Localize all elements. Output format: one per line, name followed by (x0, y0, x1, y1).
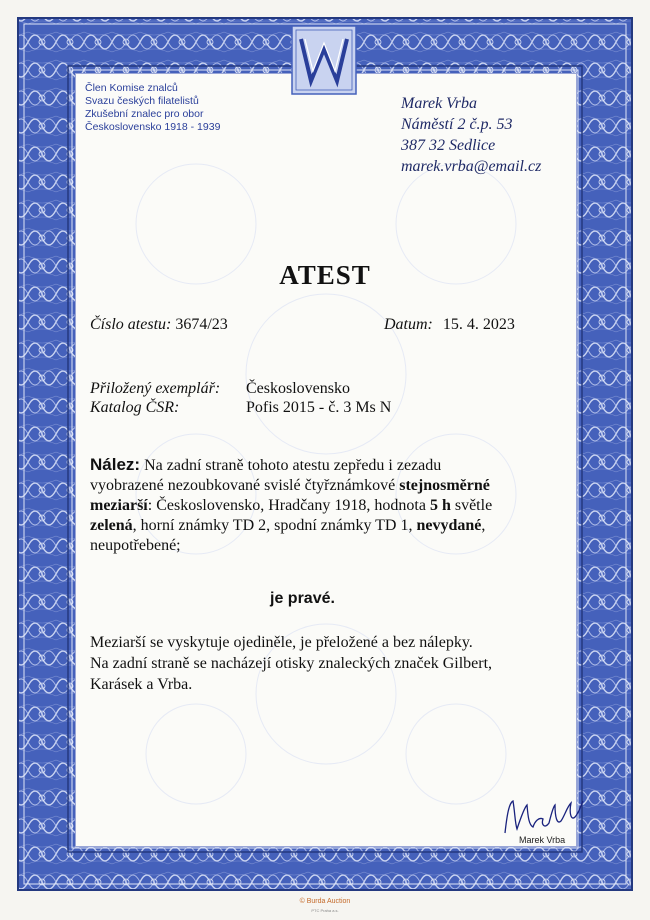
finding-emphasis: zelená (90, 517, 133, 534)
finding-text: vyobrazené nezoubkované svislé čtyřznámkové (90, 477, 400, 494)
issuer-line: Zkušební znalec pro obor (85, 108, 204, 120)
issuer-line: Člen Komise znalců (85, 82, 178, 94)
address-line: Marek Vrba (401, 95, 477, 112)
finding-text: : Československo, Hradčany 1918, hodnota (147, 497, 430, 514)
signature-name: Marek Vrba (519, 835, 566, 845)
number-label: Číslo atestu: (90, 316, 172, 333)
exemplar-label: Přiložený exemplář: (90, 380, 221, 397)
finding-text: , horní známky TD 2, spodní známky TD 1, (132, 517, 417, 534)
catalog-value: Pofis 2015 - č. 3 Ms N (246, 399, 392, 416)
footer-printer: PTC Praha a.s. (311, 908, 339, 913)
finding-text: světle (450, 497, 493, 514)
finding-label: Nález: (90, 455, 141, 474)
footer-watermark: © Burda Auction (299, 898, 351, 905)
address-line: Náměstí 2 č.p. 53 (401, 116, 513, 133)
number-value: 3674/23 (175, 316, 228, 333)
note-line: Na zadní straně se nacházejí otisky znaleckých značek Gilbert, (90, 655, 493, 672)
finding-emphasis: 5 h (429, 497, 451, 514)
issuer-line: Československo 1918 - 1939 (85, 121, 221, 133)
document-title: ATEST (279, 260, 371, 290)
finding-paragraph (90, 455, 560, 556)
finding-emphasis: stejnosměrné (399, 477, 490, 494)
exemplar-value: Československo (246, 380, 350, 397)
certificate-date (384, 316, 515, 334)
issuer-block (85, 82, 220, 134)
finding-text: Na zadní straně tohoto atestu zepředu i zezadu (144, 457, 442, 474)
finding-text: neupotřebené; (90, 537, 181, 554)
date-label: Datum: (384, 316, 433, 333)
address-line: 387 32 Sedlice (401, 137, 496, 154)
issuer-line: Svazu českých filatelistů (85, 95, 199, 107)
finding-emphasis: meziarší (90, 497, 148, 514)
note-line: Meziarší se vyskytuje ojediněle, je přeložené a bez nálepky. (90, 634, 473, 651)
catalog-label: Katalog ČSR: (90, 399, 180, 416)
verdict: je pravé. (270, 590, 335, 607)
certificate-number (90, 316, 228, 334)
address-block (401, 93, 541, 177)
note-line: Karásek a Vrba. (90, 676, 193, 693)
finding-text: , (481, 517, 486, 534)
finding-emphasis: nevydané (416, 517, 482, 534)
address-line: marek.vrba@email.cz (401, 158, 542, 175)
emblem-logo-icon (291, 25, 357, 95)
note-paragraph (90, 632, 492, 695)
date-value: 15. 4. 2023 (442, 316, 515, 333)
